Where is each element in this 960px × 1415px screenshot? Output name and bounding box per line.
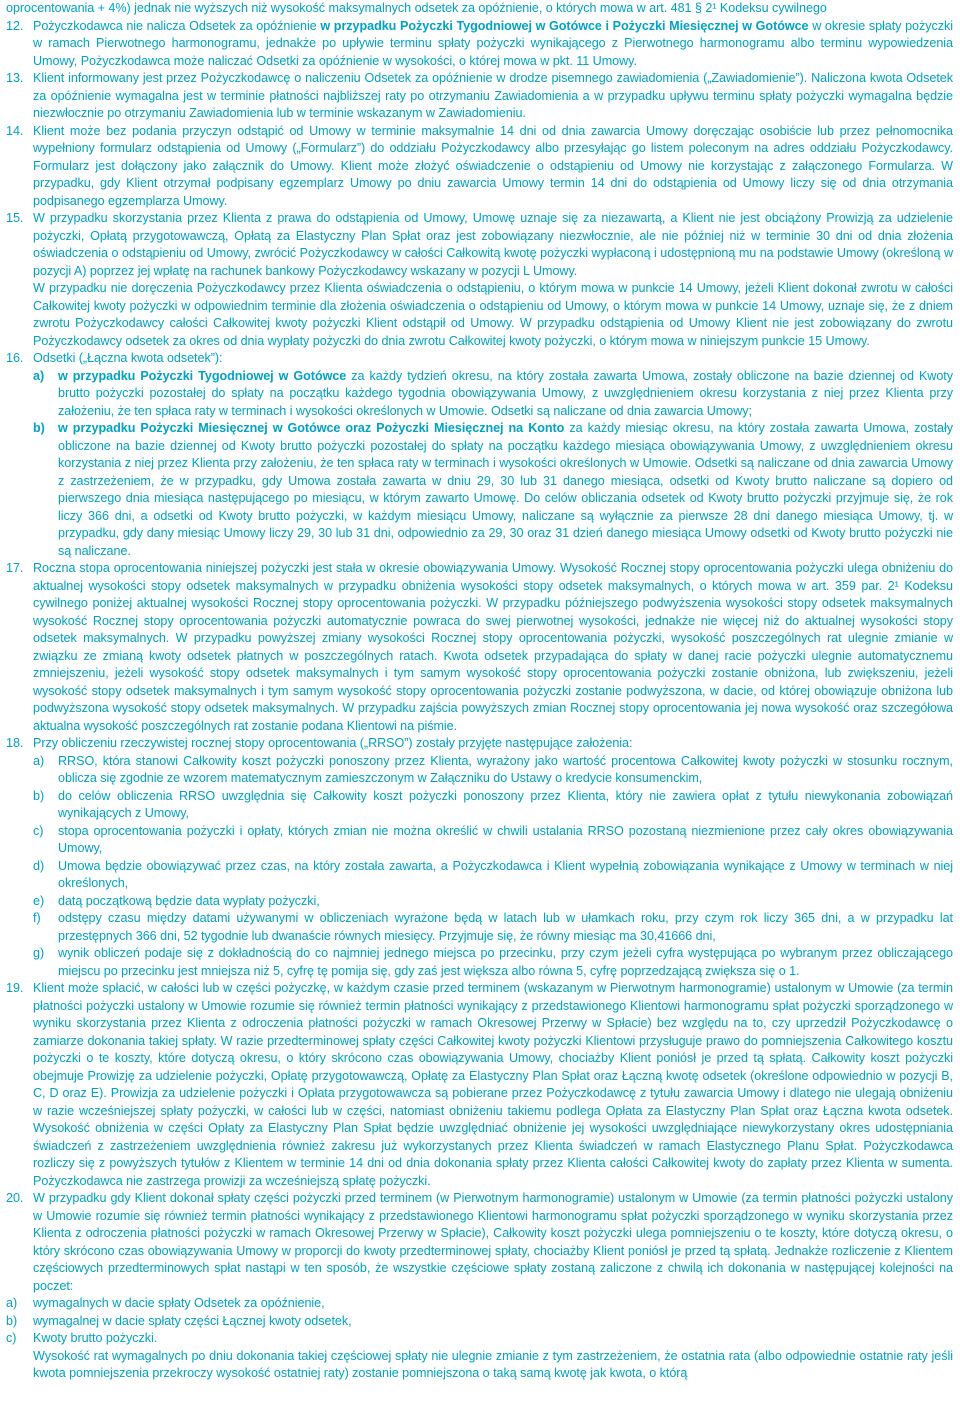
paragraph-number: 16. bbox=[6, 351, 24, 365]
item-text: wymagalnej w dacie spłaty części Łącznej kwoty odsetek, bbox=[33, 1313, 352, 1328]
paragraph-18-item-d bbox=[6, 858, 953, 893]
paragraph-text: Pożyczkodawca nie nalicza Odsetek za opóźnienie bbox=[33, 18, 321, 33]
continuation-text: oprocentowania + 4%) jednak nie wyższych niż wysokość maksymalnych odsetek za opóźnienie, o których mowa w art. 481 § 2¹ Kodeksu cywilnego bbox=[6, 1, 827, 15]
item-text: odstępy czasu między datami używanymi w obliczeniach wyrażone będą w latach lub w ułamkach roku, przy czym rok liczy 365 dni, a w przypadku lat przestępnych 366 dni, 52 tygodnie lub dwanaście równych miesięcy. Przyjmuje się, że równy miesiąc ma 30,41666 dni, bbox=[58, 911, 953, 943]
paragraph-number: 18. bbox=[6, 736, 24, 750]
item-text: za każdy miesiąc okresu, na który została zawarta Umowa, zostały obliczone na bazie dziennej od Kwoty brutto pożyczki pozostałej do spłaty na początku każdego miesiąca obowiązywania Umowy, z uwzględnieniem okresu korzystania z niej przez Klienta przy założeniu, że ten spłaca raty w terminach i wysokości określonych w Umowie. Odsetki są naliczane od dnia zawarcia Umowy z zastrzeżeniem, że w przypadku, gdy Umowa została zawarta w dniu 29, 30 lub 31 danego miesiąca, odsetki od Kwoty brutto naliczane są dopiero od pierwszego dnia miesiąca następującego po miesiącu, w którym zawarto Umowę. Do celów obliczania odsetek od Kwoty brutto pożyczki przyjmuje się, że rok liczy 366 dni, a odsetki od Kwoty brutto pożyczki, w każdym miesiącu Umowy, naliczane są wyłącznie za pierwsze 28 dni danego miesiąca Umowy, tj. w przypadku, gdy dany miesiąc Umowy liczy 29, 30 lub 31 dni, odpowiednio za 29, 30 oraz 31 dzień danego miesiąca Umowy odsetki od Kwoty brutto pożyczki nie są naliczane. bbox=[58, 421, 953, 558]
paragraph-18-item-a bbox=[6, 753, 953, 788]
item-text: stopa oprocentowania pożyczki i opłaty, których zmian nie można określić w chwili ustalania RRSO pozostaną niezmienione przez cały okres obowiązywania Umowy, bbox=[58, 823, 953, 855]
paragraph-text: W przypadku skorzystania przez Klienta z prawa do odstąpienia od Umowy, Umowę uznaje się za niezawartą, a Klient nie jest obciążony Prowizją za udzielenie pożyczki, Opłatą przygotowawczą, Opłatą za Elastyczny Plan Spłat oraz jest zobowiązany niezwłocznie, ale nie później niż w terminie 30 dni od dnia złożenia oświadczenia o odstąpieniu od Umowy, zwrócić Pożyczkodawcy w całości Całkowitą kwotę pożyczki wypłaconą i udostępnioną mu na podstawie Umowy (określoną w pozycji A) poprzez jej wpłatę na rachunek bankowy Pożyczkodawcy wskazany w pozycji L Umowy. bbox=[33, 211, 953, 278]
paragraph-18 bbox=[6, 735, 953, 753]
paragraph-number: 13. bbox=[6, 71, 24, 85]
paragraph-16 bbox=[6, 350, 953, 368]
paragraph-20 bbox=[6, 1190, 953, 1295]
paragraph-18-item-e bbox=[6, 893, 953, 911]
paragraph-19 bbox=[6, 980, 953, 1190]
paragraph-number: 17. bbox=[6, 561, 24, 575]
paragraph-text: Klient może spłacić, w całości lub w części pożyczkę, w każdym czasie przed terminem (wskazanym w Pierwotnym harmonogramie) ustalonym w Umowie (za termin płatności pożyczki ustalony w Umowie rozumie się również termin płatności wynikający z przedstawionego Klientowi harmonogramu spłat pożyczki sporządzonego w wyniku skorzystania przez Klienta z odroczenia płatności pożyczki w ramach Okresowej Przerwy w Spłacie) bez względu na to, czy uprzedził Pożyczkodawcę o zamiarze dokonania takiej spłaty. W razie przedterminowej spłaty części Całkowitej kwoty pożyczki Klientowi przysługuje prawo do pomniejszenia Całkowitego kosztu pożyczki o te koszty, które dotyczą okresu, o który skrócono czas obowiązywania Umowy, chociażby Klient poniósł je przed tą spłatą. Całkowity koszt pożyczki obejmuje Prowizję za udzielenie pożyczki, Opłatę przygotowawczą, Opłatę za Elastyczny Plan Spłat oraz Łączną kwotę odsetek (określone odpowiednio w pozycji B, C, D oraz E). Prowizja za udzielenie pożyczki i Opłata przygotowawcza są pobierane przez Pożyczkodawcę z tytułu zawarcia Umowy i dlatego nie ulegają obniżeniu w razie wcześniejszej spłaty pożyczki, w całości lub w części, natomiast obniżeniu takiemu podlega Opłata za Elastyczny Plan Spłat oraz Łączna kwota odsetek. Wysokość obniżenia w części Opłaty za Elastyczny Plan Spłat będzie uwzględniać obniżenie jej wysokości uwzględniające niewykorzystany okres udostępniania świadczeń z zastrzeżeniem uwzględnienia również zakresu już wykorzystanych przez Klienta świadczeń w ramach Elastycznego Planu Spłat. Pożyczkodawca rozliczy się z powyższych tytułów z Klientem w terminie 14 dni od dnia dokonania spłaty przez Klienta całości Całkowitej kwoty do zapłaty przez Klienta w sumenta. Pożyczkodawca nie zastrzega prowizji za wcześniejszą spłatę pożyczki. bbox=[33, 981, 953, 1188]
item-text: Umowa będzie obowiązywać przez czas, na który została zawarta, a Pożyczkodawca i Klient wypełnią zobowiązania wynikające z Umowy w terminach w niej określonych, bbox=[58, 858, 953, 890]
item-label: d) bbox=[33, 858, 45, 873]
item-label: f) bbox=[33, 911, 41, 925]
paragraph-18-item-g bbox=[6, 945, 953, 980]
paragraph-text: Wysokość rat wymagalnych po dniu dokonania takiej częściowej spłaty nie ulegnie zmianie z tym zastrzeżeniem, że ostatnia rata (albo odpowiednie ostatnie raty jeśli kwota pomniejszenia przekroczy wysokość ostatniej raty) zostanie pomniejszona o taką samą kwotę jak kwota, o którą bbox=[33, 1348, 953, 1380]
item-label: b) bbox=[33, 421, 45, 435]
paragraph-text: Odsetki („Łączna kwota odsetek”): bbox=[33, 351, 223, 365]
continuation-line bbox=[6, 0, 953, 18]
bold-phrase: w przypadku Pożyczki Tygodniowej w Gotówce bbox=[58, 368, 347, 383]
paragraph-18-item-b bbox=[6, 788, 953, 823]
paragraph-text: Roczna stopa oprocentowania niniejszej pożyczki jest stała w okresie obowiązywania Umowy. Wysokość Rocznej stopy oprocentowania pożyczki ulega obniżeniu do aktualnej wysokości stopy odsetek maksymalnych w przypadku obniżenia wysokości stopy odsetek maksymalnych, o których mowa w art. 359 par. 2¹ Kodeksu cywilnego poniżej aktualnej wysokości Rocznej stopy oprocentowania pożyczki. W przypadku późniejszego podwyższenia wysokości stopy odsetek maksymalnych wysokość Rocznej stopy oprocentowania pożyczki automatycznie powraca do swej pierwotnej wysokości, jednakże nie więcej niż do aktualnej wysokości stopy odsetek maksymalnych. W przypadku powyższej zmiany wysokości Rocznej stopy oprocentowania pożyczki, wysokość poszczególnych rat ulegnie zmianie w związku ze zmianą kwoty odsetek płatnych w poszczególnych ratach. Kwota odsetek przypadająca do spłaty w danej racie pożyczki ulegnie automatycznemu zmniejszeniu, jeżeli wysokość stopy odsetek maksymalnych i tym samym wysokość stopy oprocentowania pożyczki zostanie obniżona, lub zwiększeniu, jeżeli wysokość stopy odsetek maksymalnych i tym samym wysokość stopy oprocentowania pożyczki zostanie podwyższona, w dacie, od której obowiązuje obniżona lub podwyższona wysokość stopy odsetek maksymalnych. W przypadku zajścia powyższych zmian Rocznej stopy oprocentowania jej nowa wysokość oraz szczegółowa aktualna wysokość poszczególnych rat zostanie podana Klientowi na piśmie. bbox=[33, 561, 953, 733]
paragraph-15 bbox=[6, 210, 953, 280]
paragraph-12 bbox=[6, 18, 953, 71]
item-text: RRSO, która stanowi Całkowity koszt pożyczki ponoszony przez Klienta, wyrażony jako wartość procentowa Całkowitej kwoty pożyczki w stosunku rocznym, oblicza się zgodnie ze wzorem matematycznym zamieszczonym w Załączniku do Ustawy o kredycie konsumenckim, bbox=[58, 753, 953, 785]
paragraph-16-item-a bbox=[6, 368, 953, 421]
item-text: wynik obliczeń podaje się z dokładnością do co najmniej jednego miejsca po przecinku, przy czym jeżeli cyfra występująca po wybranym przez obliczającego miejscu po przecinku jest mniejsza niż 5, cyfrę tę pomija się, gdy zaś jest większa albo równa 5, cyfrę poprzedzającą zwiększa się o 1. bbox=[58, 946, 953, 978]
bold-phrase: w przypadku Pożyczki Miesięcznej w Gotówce oraz Pożyczki Miesięcznej na Konto bbox=[58, 421, 565, 435]
paragraph-14 bbox=[6, 123, 953, 211]
paragraph-text: Przy obliczeniu rzeczywistej rocznej stopy oprocentowania („RRSO”) zostały przyjęte następujące założenia: bbox=[33, 736, 633, 750]
paragraph-20-item-a bbox=[6, 1295, 953, 1313]
item-text: datą początkową będzie data wypłaty pożyczki, bbox=[58, 893, 320, 908]
item-label: c) bbox=[33, 823, 44, 838]
item-text: do celów obliczenia RRSO uwzględnia się Całkowity koszt pożyczki ponoszony przez Klienta, który nie zawiera opłat z tytułu niewykonania zobowiązań wynikających z Umowy, bbox=[58, 788, 953, 820]
paragraph-number: 12. bbox=[6, 18, 24, 33]
paragraph-13 bbox=[6, 70, 953, 123]
paragraph-text: w okresie spłaty pożyczki w ramach Pierwotnego harmonogramu, jednakże po upływie terminu spłaty pożyczki wynikającego z Pierwotnego harmonogramu albo terminu wypowiedzenia Umowy, Pożyczkodawca może naliczać Odsetki za opóźnienie w wysokości, o której mowa w pkt. 11 Umowy. bbox=[33, 18, 953, 68]
paragraph-number: 20. bbox=[6, 1191, 24, 1205]
item-label: g) bbox=[33, 946, 45, 960]
paragraph-20-item-b bbox=[6, 1313, 953, 1331]
paragraph-20-closing bbox=[6, 1348, 953, 1383]
paragraph-text: Klient może bez podania przyczyn odstąpić od Umowy w terminie maksymalnie 14 dni od dnia zawarcia Umowy doręczając osobiście lub przez pełnomocnika wypełniony formularz odstąpienia od Umowy („Formularz”) do oddziału Pożyczkodawcy albo przesyłając go listem poleconym na adres oddziału Pożyczkodawcy. Formularz jest dołączony jako załącznik do Umowy. Klient może złożyć oświadczenie o odstąpieniu od Umowy nie korzystając z załączonego Formularza. W przypadku, gdy Klient otrzymał podpisany egzemplarz Umowy po dniu zawarcia Umowy termin 14 dni do odstąpienia od Umowy liczy się od dnia otrzymania podpisanego egzemplarza Umowy. bbox=[33, 123, 953, 208]
paragraph-15-continued bbox=[6, 280, 953, 350]
item-label: b) bbox=[6, 1313, 18, 1328]
paragraph-16-item-b bbox=[6, 420, 953, 560]
paragraph-text: Klient informowany jest przez Pożyczkodawcę o naliczeniu Odsetek za opóźnienie w drodze pisemnego zawiadomienia („Zawiadomienie”). Naliczona kwota Odsetek za opóźnienie wymagalna jest w terminie płatności najbliższej raty po otrzymaniu Zawiadomienia a w przypadku upływu terminu spłaty pożyczki wymagalna będzie niezwłocznie po otrzymaniu Zawiadomienia lub w terminie wskazanym w Zawiadomieniu. bbox=[33, 71, 953, 120]
paragraph-number: 15. bbox=[6, 211, 24, 225]
item-text: Kwoty brutto pożyczki. bbox=[33, 1331, 158, 1345]
paragraph-text: W przypadku nie doręczenia Pożyczkodawcy przez Klienta oświadczenia o odstąpieniu, o którym mowa w punkcie 14 Umowy, jeżeli Klient dokonał zwrotu w całości Całkowitej kwoty pożyczki w odpowiednim terminie dla złożenia oświadczenia o odstąpieniu od Umowy, o którym mowa w punkcie 14 Umowy, uznaje się, że z dniem zwrotu Pożyczkodawcy całości Całkowitej kwoty pożyczki Klient odstąpił od Umowy. W przypadku odstąpienia od Umowy Klient nie jest zobowiązany do zwrotu Pożyczkodawcy odsetek za okres od dnia wypłaty pożyczki do dnia zwrotu Całkowitej kwoty pożyczki, o którym mowa w niniejszym punkcie 15 Umowy. bbox=[33, 281, 953, 348]
paragraph-20-item-c bbox=[6, 1330, 953, 1348]
item-label: a) bbox=[6, 1296, 18, 1310]
item-label: a) bbox=[33, 753, 45, 768]
item-label: a) bbox=[33, 368, 45, 383]
item-label: c) bbox=[6, 1331, 17, 1345]
bold-phrase: w przypadku Pożyczki Tygodniowej w Gotówce i Pożyczki Miesięcznej w Gotówce bbox=[320, 18, 809, 33]
paragraph-number: 19. bbox=[6, 981, 24, 995]
paragraph-text: W przypadku gdy Klient dokonał spłaty części pożyczki przed terminem (w Pierwotnym harmonogramie) ustalonym w Umowie (za termin płatności pożyczki ustalony w Umowie rozumie się również termin płatności wynikający z przedstawionego Klientowi harmonogramu spłat pożyczki sporządzonego w wyniku skorzystania przez Klienta z odroczenia płatności pożyczki w ramach Okresowej Przerwy w Spłacie), Całkowity koszt pożyczki ulega pomniejszeniu o te koszty, które dotyczą okresu, o który skrócono czas obowiązywania Umowy w proporcji do kwoty przedterminowej spłaty, chociażby Klient poniósł je przed tą spłatą. Jednakże rozliczenie z Klientem częściowych przedterminowych spłat nastąpi w ten sposób, że wszystkie częściowe spłaty zostaną zaliczone z chwilą ich dokonania w następującej kolejności na poczet: bbox=[33, 1191, 953, 1293]
paragraph-17 bbox=[6, 560, 953, 735]
item-label: b) bbox=[33, 788, 45, 803]
paragraph-18-item-f bbox=[6, 910, 953, 945]
item-text: za każdy tydzień okresu, na który została zawarta Umowa, zostały obliczone na bazie dziennej od Kwoty brutto pożyczki pozostałej do spłaty na początku każdego tygodnia obowiązywania Umowy, z uwzględnieniem okresu korzystania z niej przez Klienta przy założeniu, że ten spłaca raty w terminach i wysokości określonych w Umowie. Odsetki są naliczane od dnia zawarcia Umowy; bbox=[58, 368, 953, 418]
item-label: e) bbox=[33, 893, 45, 908]
paragraph-18-item-c bbox=[6, 823, 953, 858]
item-text: wymagalnych w dacie spłaty Odsetek za opóźnienie, bbox=[33, 1296, 325, 1310]
paragraph-number: 14. bbox=[6, 123, 24, 138]
